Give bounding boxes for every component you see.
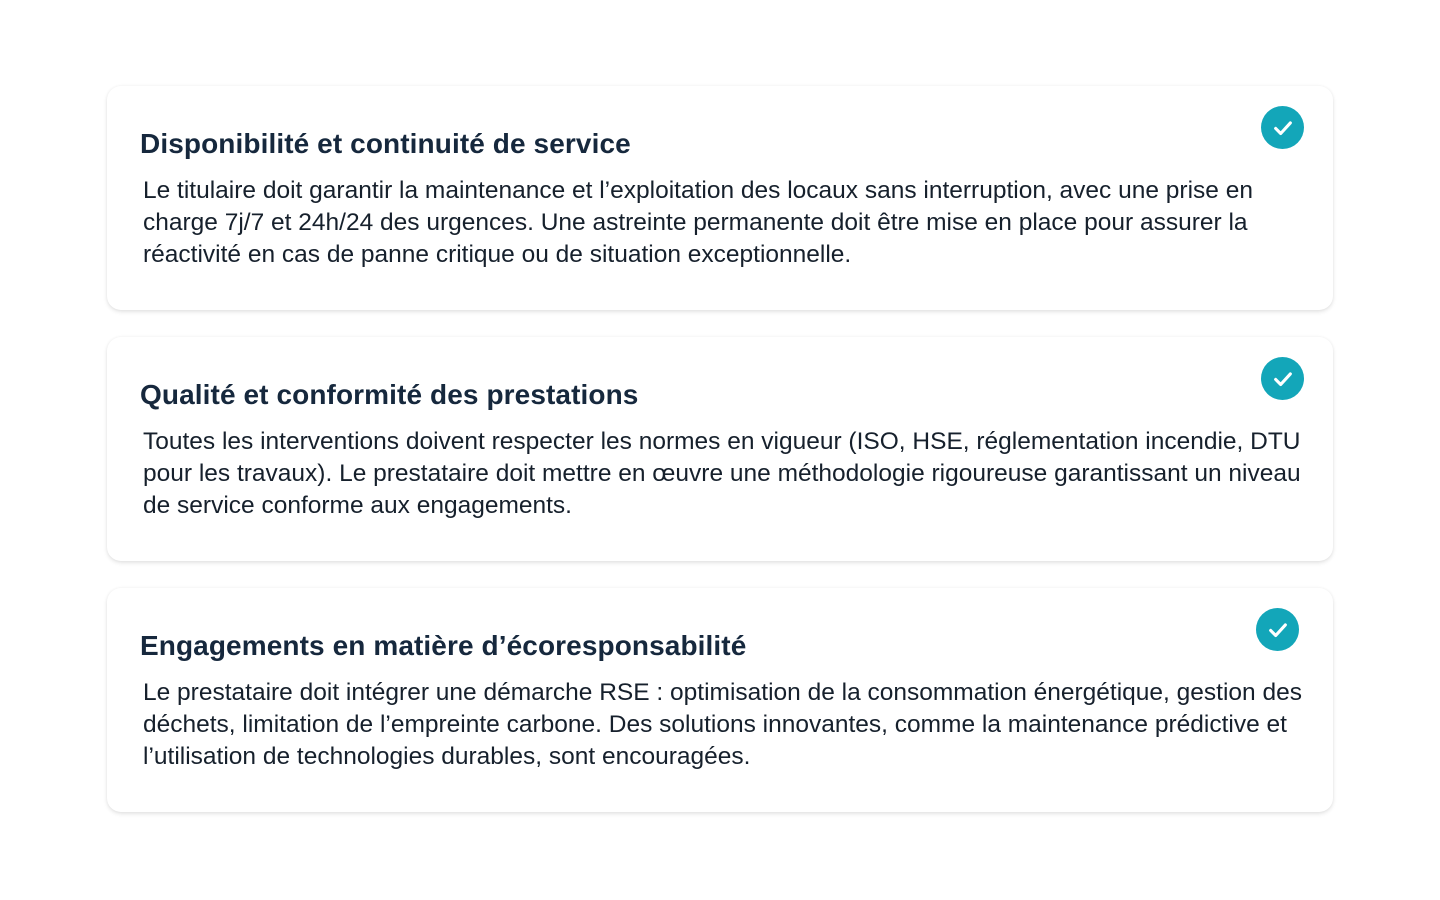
requirement-card-availability: [107, 86, 1333, 310]
check-circle-icon: [1261, 106, 1304, 149]
requirement-card-eco: [107, 588, 1333, 812]
card-description: Le prestataire doit intégrer une démarche RSE : optimisation de la consommation énergétique, gestion des déchets, limitation de l’empreinte carbone. Des solutions innovantes, comme la maintenance prédictive et l’utilisation de technologies durables, sont encouragées.: [143, 679, 1302, 770]
card-description: Le titulaire doit garantir la maintenance et l’exploitation des locaux sans interruption, avec une prise en charge 7j/7 et 24h/24 des urgences. Une astreinte permanente doit être mise en place pour assurer la réactivité en cas de panne critique ou de situation exceptionnelle.: [143, 177, 1253, 268]
card-title: Engagements en matière d’écoresponsabilité: [140, 630, 747, 661]
check-circle-icon: [1261, 357, 1304, 400]
requirement-card-quality: [107, 337, 1333, 561]
requirements-list: [107, 86, 1333, 812]
check-circle-icon: [1256, 608, 1299, 651]
card-title: Qualité et conformité des prestations: [140, 379, 639, 410]
card-title: Disponibilité et continuité de service: [140, 128, 631, 159]
card-description: Toutes les interventions doivent respecter les normes en vigueur (ISO, HSE, réglementation incendie, DTU pour les travaux). Le prestataire doit mettre en œuvre une méthodologie rigoureuse garantissant un niveau de service conforme aux engagements.: [143, 428, 1301, 519]
